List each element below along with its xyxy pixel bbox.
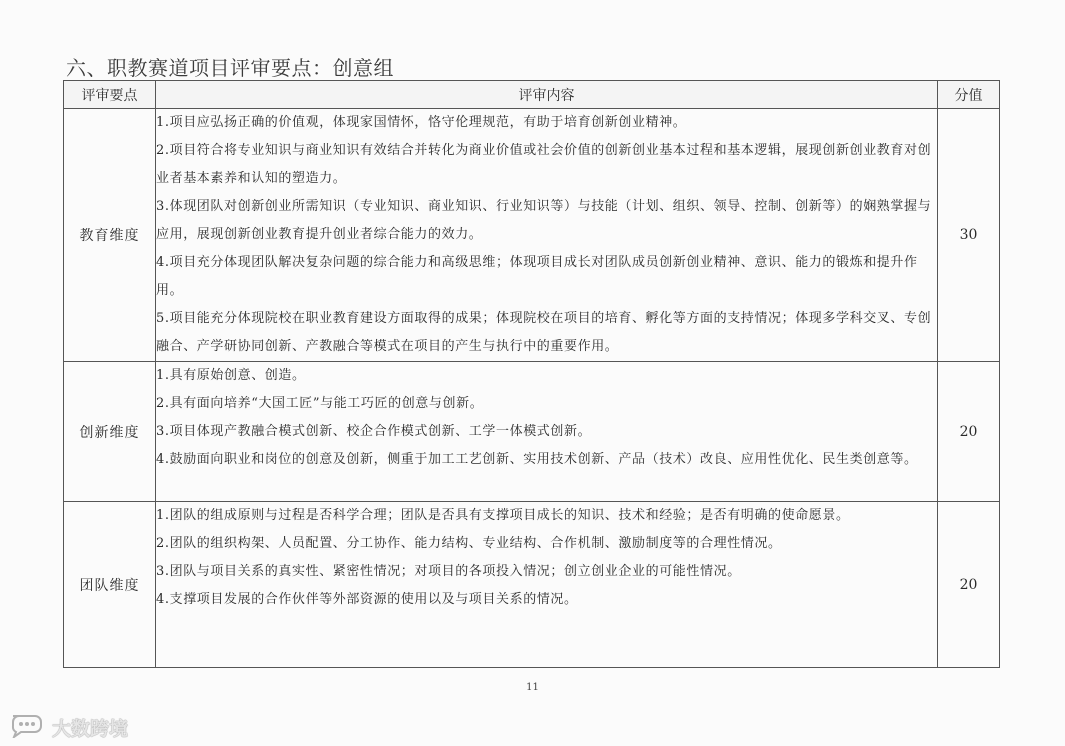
- score-education: 30: [938, 109, 1000, 362]
- score-team: 20: [938, 502, 1000, 668]
- table-row: [64, 109, 1000, 362]
- content-team: [156, 502, 938, 668]
- watermark: [8, 712, 128, 743]
- list-item: 4.项目充分体现团队解决复杂问题的综合能力和高级思维；体现项目成长对团队成员创新创业精神、意识、能力的锻炼和提升作用。: [156, 255, 918, 298]
- list-item: 2.团队的组织构架、人员配置、分工协作、能力结构、专业结构、合作机制、激励制度等的合理性情况。: [156, 536, 782, 551]
- score-innovation: 20: [938, 362, 1000, 502]
- list-item: 2.项目符合将专业知识与商业知识有效结合并转化为商业价值或社会价值的创新创业基本过程和基本逻辑，展现创新创业教育对创业者基本素养和认知的塑造力。: [156, 143, 932, 186]
- list-item: 1.具有原始创意、创造。: [156, 368, 306, 383]
- section-heading: 六、职教赛道项目评审要点：创意组: [66, 56, 394, 80]
- dimension-innovation: 创新维度: [64, 362, 156, 502]
- list-item: 3.项目体现产教融合模式创新、校企合作模式创新、工学一体模式创新。: [156, 424, 592, 439]
- content-education: [156, 109, 938, 362]
- list-item: 3.团队与项目关系的真实性、紧密性情况；对项目的各项投入情况；创立创业企业的可能性情况。: [156, 564, 741, 579]
- header-criteria: 评审要点: [64, 81, 156, 109]
- table-row: [64, 362, 1000, 502]
- list-item: 1.项目应弘扬正确的价值观，体现家国情怀，恪守伦理规范，有助于培育创新创业精神。: [156, 115, 687, 130]
- table-row: [64, 502, 1000, 668]
- dimension-team: 团队维度: [64, 502, 156, 668]
- table-header-row: [64, 81, 1000, 109]
- list-item: 5.项目能充分体现院校在职业教育建设方面取得的成果；体现院校在项目的培育、孵化等方面的支持情况；体现多学科交叉、专创融合、产学研协同创新、产教融合等模式在项目的产生与执行中的重要作用。: [156, 311, 932, 354]
- header-score: 分值: [938, 81, 1000, 109]
- list-item: 1.团队的组成原则与过程是否科学合理；团队是否具有支撑项目成长的知识、技术和经验；是否有明确的使命愿景。: [156, 508, 850, 523]
- chat-bubble-icon: [8, 712, 48, 743]
- watermark-text: 大数跨境: [52, 718, 129, 740]
- list-item: 2.具有面向培养“大国工匠”与能工巧匠的创意与创新。: [156, 396, 484, 411]
- list-item: 3.体现团队对创新创业所需知识（专业知识、商业知识、行业知识等）与技能（计划、组织、领导、控制、创新等）的娴熟掌握与应用，展现创新创业教育提升创业者综合能力的效力。: [156, 199, 932, 242]
- dimension-education: 教育维度: [64, 109, 156, 362]
- list-item: 4.鼓励面向职业和岗位的创意及创新，侧重于加工工艺创新、实用技术创新、产品（技术）改良、应用性优化、民生类创意等。: [156, 452, 918, 467]
- list-item: 4.支撑项目发展的合作伙伴等外部资源的使用以及与项目关系的情况。: [156, 592, 578, 607]
- content-innovation: [156, 362, 938, 502]
- header-content: 评审内容: [156, 81, 938, 109]
- criteria-table: [63, 80, 1000, 668]
- page-number: 11: [526, 682, 539, 693]
